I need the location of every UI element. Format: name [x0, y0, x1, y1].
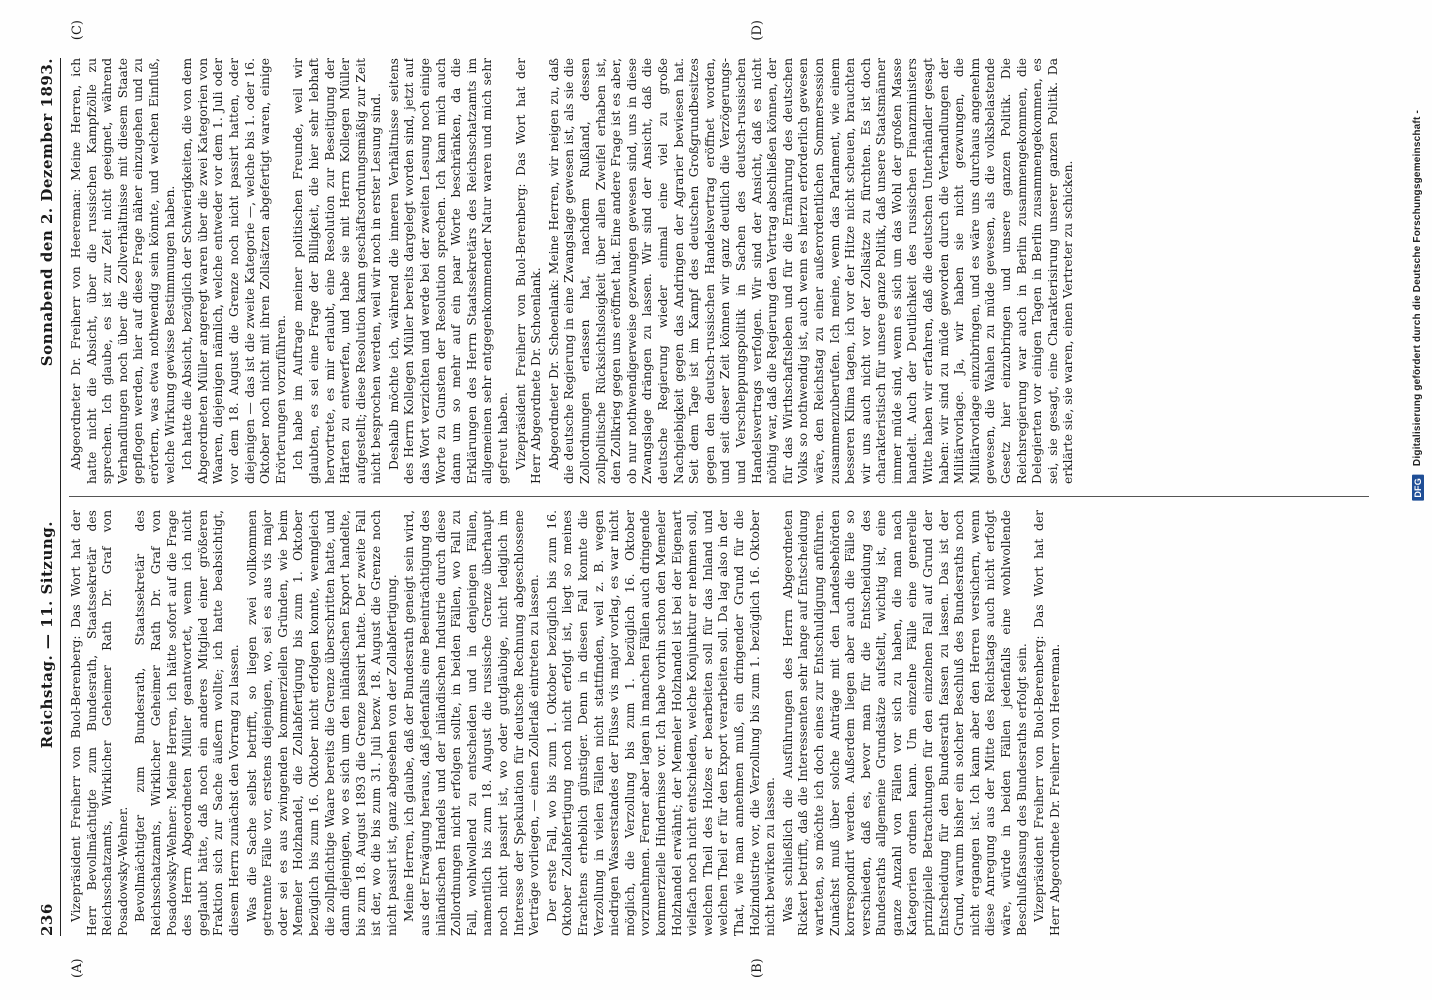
margin-marker-a: (A): [70, 958, 85, 978]
paragraph: Meine Herren, ich glaube, daß der Bundesrath geneigt sein wird, aus der Erwägung heraus, daß jedenfalls eine Beeinträchtigung des inländischen Handels und der inländischen Industrie durch diese Zollordnungen nicht erfolgen sollte, in beiden Fällen, wo Fall zu Fall, wohlwollend zu entscheiden und in denjenigen Fällen, namentlich bis zum 18. August die russische Grenze überhaupt noch nicht passirt ist, wo oder gutgläubige, nicht lediglich im Interesse der Spekulation für deutsche Rechnung abgeschlossene Verträge vorliegen, — einen Zollerlaß eintreten zu lassen.: [402, 510, 542, 936]
paragraph: Bevollmächtigter zum Bundesrath, Staatssekretär des Reichsschatzamts, Wirklicher Geheimer Rath Dr. Graf von Posadowsky-Wehner: Meine Herren, ich hätte sofort auf die Frage des Herrn Abgeordneten Müller geantwortet, wenn ich nicht geglaubt hätte, daß noch ein anderes Mitglied einer größeren Fraktion sich zur Sache äußern wollte; ich hatte beabsichtigt, diesem Herrn zunächst den Vorrang zu lassen.: [133, 510, 241, 936]
paragraph: Vizepräsident Freiherr von Buol-Berenberg: Das Wort hat der Herr Bevollmächtigte zum Bundesrath, Staatssekretär des Reichsschatzamts, Wirklicher Geheimer Rath Dr. Graf von Posadowsky-Wehner.: [69, 510, 130, 936]
text-columns: [69, 58, 1369, 936]
paragraph: Abgeordneter Dr. Freiherr von Heereman: Meine Herren, ich hatte nicht die Absicht, über die russischen Kampfzölle zu sprechen. Ich glaube, es ist zur Zeit nicht geeignet, während Verhandlungen noch über die Zollverhältnisse mit diesem Staate gepflogen werden, hier auf diese Frage näher einzugehen und zu erörtern, was etwa nothwendig sein könnte, und welchen Einfluß, welche Wirkung gewisse Bestimmungen haben.: [69, 58, 177, 484]
paragraph: Vizepräsident Freiherr von Buol-Berenberg: Das Wort hat der Herr Abgeordnete Dr. Freiherr von Heereman.: [1032, 510, 1062, 936]
page-header: [38, 58, 61, 936]
dfg-logo: DFG: [1412, 475, 1424, 501]
page-number: 236: [38, 903, 56, 936]
session-date: Sonnabend den 2. Dezember 1893.: [38, 58, 56, 367]
margin-marker-d: (D): [750, 20, 765, 41]
paragraph: Was schließlich die Ausführungen des Herrn Abgeordneten Rickert betrifft, daß die Interessenten sehr lange auf Entscheidung warteten, so möchte ich doch eines zur Entschuldigung anführen. Zunächst muß über solche Anträge mit den Landesbehörden korrespondirt werden. Außerdem liegen aber auch die Fälle so verschieden, daß es, bevor man für die Entscheidung des Bundesraths allgemeine Grundsätze aufstellt, wichtig ist, eine ganze Anzahl von Fällen vor sich zu haben, die man nach Kategorien ordnen kann. Um einzelne Fälle eine generelle prinzipielle Betrachtungen für den einzelnen Fall auf Grund der Entscheidung für den Bundesrath fassen zu lassen. Das ist der Grund, warum bisher ein solcher Beschluß des Bundesraths noch nicht ergangen ist. Ich kann aber den Herren versichern, wenn diese Anregung aus der Mitte des Reichstags auch nicht erfolgt wäre, würde in beiden Fällen jedenfalls eine wohlwollende Beschlußfassung des Bundesraths erfolgt sein.: [780, 510, 1029, 936]
paragraph: Der erste Fall, wo bis zum 1. Oktober bezüglich bis zum 16. Oktober Zollabfertigung noch nicht erfolgt ist, liegt so meines Erachtens erheblich günstiger. Denn in diesen Fall konnte die Verzollung in vielen Fällen nicht stattfinden, weil z. B. wegen niedrigen Wasserstandes der Flüsse vis major vorlag, es war nicht möglich, die Verzollung bis zum 1. bezüglich 16. Oktober vorzunehmen. Ferner aber lagen in manchen Fällen auch dringende kommerzielle Hindernisse vor. Ich habe vorhin schon den Memeler Holzhandel erwähnt; der Memeler Holzhandel ist bei der Eigenart vielfach noch nicht entschieden, welche Konjunktur er nehmen soll, welchen Theil des Holzes er bearbeiten soll für das Inland und welchen Theil er für den Export verarbeiten soll. Da lag also in der That, wie man annehmen muß, ein dringender Grund für die Holzindustrie vor, die Verzollung bis zum 1. bezüglich 16. Oktober nicht bewirken zu lassen.: [544, 510, 778, 936]
digitization-watermark: [1412, 110, 1424, 501]
right-column: [69, 58, 1369, 484]
column-divider: [69, 496, 1369, 497]
margin-marker-b: (B): [750, 958, 765, 978]
margin-marker-c: (C): [70, 20, 85, 41]
paragraph: Was die Sache selbst betrifft, so liegen zwei vollkommen getrennte Fälle vor, erstens diejenigen, wo, sei es aus vis major oder sei es aus zwingenden kommerziellen Gründen, wie beim Memeler Holzhandel, die Zollabfertigung bis zum 1. Oktober bezüglich bis zum 16. Oktober nicht erfolgen konnte, wenngleich die zollpflichtige Waare bereits die Grenze überschritten hatte, und dann diejenigen, wo es sich um den inländischen Export handelte, bis zum 18. August 1893 die Grenze passirt hatte. Der zweite Fall ist der, wo die bis zum 31. Juli bezw. 18. August die Grenze noch nicht passirt ist, ganz abgesehen von der Zollabfertigung.: [244, 510, 399, 936]
watermark-text: Digitalisierung gefördert durch die Deutsche Forschungsgemeinschaft -: [1412, 110, 1423, 467]
paragraph: Abgeordneter Dr. Schoenlank: Meine Herren, wir neigen zu, daß die deutsche Regierung in eine Zwangslage gewesen ist, als sie die Zollordnungen erlassen hat, nachdem Rußland, dessen zollpolitische Rücksichtslosigkeit über allen Zweifel erhaben ist, den Zollkrieg gegen uns eröffnet hat. Eine andere Frage ist es aber, ob nur nothwendigerweise gezwungen gewesen sind, uns in diese Zwangslage drängen zu lassen. Wir sind der Ansicht, daß die deutsche Regierung wieder einmal eine viel zu große Nachgiebigkeit gegen das Andringen der Agrarier bewiesen hat. Seit dem Tage ist im Kampf des deutschen Großgrundbesitzes gegen den deutsch-russischen Handelsvertrag eröffnet worden, und seit dieser Zeit können wir ganz deutlich die Verzögerungs- und Verschleppungspolitik in Sachen des deutsch-russischen Handelsvertrags verfolgen. Wir sind der Ansicht, daß es nicht nöthig war, daß die Regierung den Vertrag abschließen können, der für das Wirthschaftsleben und für die Ernährung des deutschen Volks so nothwendig ist, auch wenn es hierzu erforderlich gewesen wäre, den Reichstag zu einer außerordentlichen Sommersession zusammenzuberufen. Ich meine, wenn das Parlament, wie einem besseren Klima tagen, ich vor der Hitze nicht scheuen, brauchten wir uns auch nicht vor der Zollsätze zu fürchten. Es ist doch charakteristisch für unsere ganze Politik, daß unsere Staatsmänner immer müde sind, wenn es sich um das Wohl der großen Masse handelt. Auch der Deutlichkeit des russischen Finanzministers Witte haben wir erfahren, daß die deutschen Unterhändler gesagt haben: wir sind zu müde geworden durch die Verhandlungen der Militärvorlage. Ja, wir haben sie nicht gezwungen, die Militärvorlage einzubringen, und es wäre uns durchaus angenehm gewesen, die Wahlen zu müde gewesen, als die volksbelastende Gesetz hier einzubringen und unsere ganzen Politik. Die Reichsregierung war auch in Berlin zusammengekommen, die Delegierten vor einigen Tagen in Berlin zusammengekommen, es sei, sie gesagt, eine Charakterisirung unserer ganzen Politik. Da erklärte sie, sie waren, einen Vertreter zu schicken.: [546, 58, 1076, 484]
session-title: Reichstag. — 11. Sitzung.: [38, 521, 56, 749]
paragraph: Ich habe im Auftrage meiner politischen Freunde, weil wir glaubten, es sei eine Frage der Billigkeit, die hier sehr lebhaft hervortrete, es mir erlaubt, eine Resolution zur Beseitigung der Härten zu entwerfen, und habe sie mit Herrn Kollegen Müller aufgestellt; diese Resolution kann geschäftsordnungsmäßig zur Zeit nicht besprochen werden, weil wir noch in erster Lesung sind.: [291, 58, 384, 484]
paragraph: Vizepräsident Freiherr von Buol-Berenberg: Das Wort hat der Herr Abgeordnete Dr. Schoenlank.: [513, 58, 544, 484]
paragraph: Deshalb möchte ich, während die inneren Verhältnisse seitens des Herrn Kollegen Müller bereits dargelegt worden sind, jetzt auf das Wort verzichten und werde bei der zweiten Lesung noch einige Worte zu Gunsten der Resolution sprechen. Ich kann mich auch dann um so mehr auf ein paar Worte beschränken, da die Erklärungen des Herrn Staatssekretärs des Reichsschatzamts im allgemeinen sehr entgegenkommender Natur waren und mich sehr gefreut haben.: [386, 58, 511, 484]
left-column: [69, 510, 1369, 936]
paragraph: Ich hatte die Absicht, bezüglich der Schwierigkeiten, die von dem Abgeordneten Müller angeregt waren über die zwei Kategorien von Waaren, diejenigen nämlich, welche entweder vor dem 1. Juli oder vor dem 18. August die Grenze noch nicht passirt hatten, oder diejenigen — das ist die zweite Kategorie —, welche bis 1. oder 16. Oktober noch nicht mit ihren Zollsätzen abgefertigt waren, einige Erörterungen vorzuführen.: [180, 58, 288, 484]
